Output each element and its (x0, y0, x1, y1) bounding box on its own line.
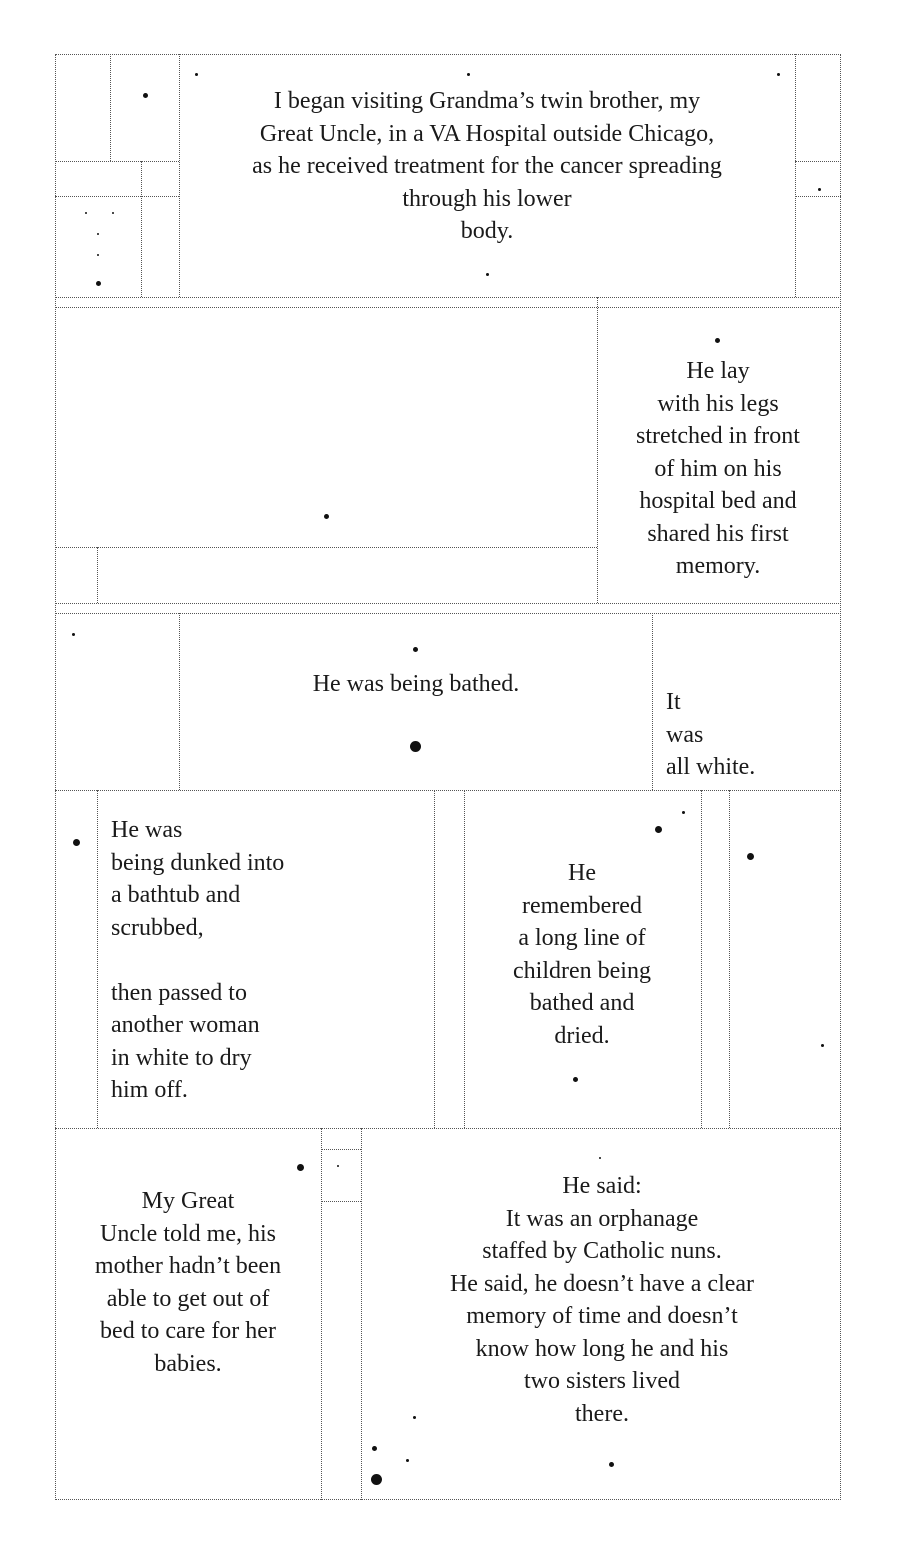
dot (413, 647, 418, 652)
dot (72, 633, 75, 636)
left-cell-line-a (55, 161, 179, 162)
panel-4-text: It was all white. (666, 689, 756, 780)
row1-bottom-line (55, 297, 841, 298)
right-cell-line-b (795, 196, 841, 197)
dot (777, 73, 780, 76)
dot (609, 1462, 614, 1467)
dot (715, 338, 720, 343)
dot (406, 1459, 409, 1462)
dot (337, 1165, 339, 1167)
dot (324, 514, 329, 519)
panel-6-text: He remembered a long line of children being bathed and dried. (513, 860, 651, 1049)
dot (573, 1077, 578, 1082)
row3-bottom-line (55, 790, 841, 791)
right-cell-line-a (795, 161, 841, 162)
row4-col-c (464, 790, 465, 1128)
row3-col-a (179, 613, 180, 790)
dot (410, 741, 421, 752)
panel-2-text: He lay with his legs stretched in front of him on his hospital bed and shared his first memory. (636, 358, 800, 579)
row5-col-b (361, 1128, 362, 1500)
dot (112, 212, 114, 214)
row1-col-d (795, 54, 796, 297)
dot (85, 212, 87, 214)
left-cell-line-b (55, 196, 179, 197)
row2-bottom-line (55, 603, 841, 604)
row1-col-b (141, 161, 142, 297)
panel-7-text: My Great Uncle told me, his mother hadn’t been able to get out of bed to care for her babies. (94, 1188, 282, 1377)
row4-col-d (701, 790, 702, 1128)
row5-col-a (321, 1128, 322, 1500)
row1-col-a (110, 54, 111, 161)
row2-col-a (597, 297, 598, 603)
dot (143, 93, 148, 98)
dot (682, 811, 685, 814)
dot (599, 1157, 601, 1159)
dot (73, 839, 80, 846)
row3-top-line (55, 613, 841, 614)
row5-narrow-line-a (321, 1149, 361, 1150)
panel-3-text: He was being bathed. (312, 671, 520, 697)
row4-col-b (434, 790, 435, 1128)
dot (297, 1164, 304, 1171)
panel-1-text: I began visiting Grandma’s twin brother, my Great Uncle, in a VA Hospital outside Chicago, as he received treatment for the cancer spreading through his lower body. (252, 88, 722, 244)
dot (371, 1474, 382, 1485)
panel-8-text: He said: It was an orphanage staffed by Catholic nuns. He said, he doesn’t have a clear memory of time and doesn’t know how long he and his two sisters lived there. (449, 1173, 755, 1427)
row4-bottom-line (55, 1128, 841, 1129)
row2-col-b (97, 547, 98, 603)
dot (96, 281, 101, 286)
dot (467, 73, 470, 76)
dot (818, 188, 821, 191)
dot (413, 1416, 416, 1419)
dot (655, 826, 662, 833)
row2-top-line (55, 307, 841, 308)
dot (372, 1446, 377, 1451)
row4-col-e (729, 790, 730, 1128)
row5-narrow-line-b (321, 1201, 361, 1202)
panel-5-text: He was being dunked into a bathtub and scrubbed, then passed to another woman in white to dry him off. (111, 817, 285, 1103)
row2-inner-line (55, 547, 597, 548)
dot (97, 254, 99, 256)
dot (486, 273, 489, 276)
row4-col-a (97, 790, 98, 1128)
dot (821, 1044, 824, 1047)
row1-col-c (179, 54, 180, 297)
dot (97, 233, 99, 235)
dot (747, 853, 754, 860)
row3-col-b (652, 613, 653, 790)
dot (195, 73, 198, 76)
